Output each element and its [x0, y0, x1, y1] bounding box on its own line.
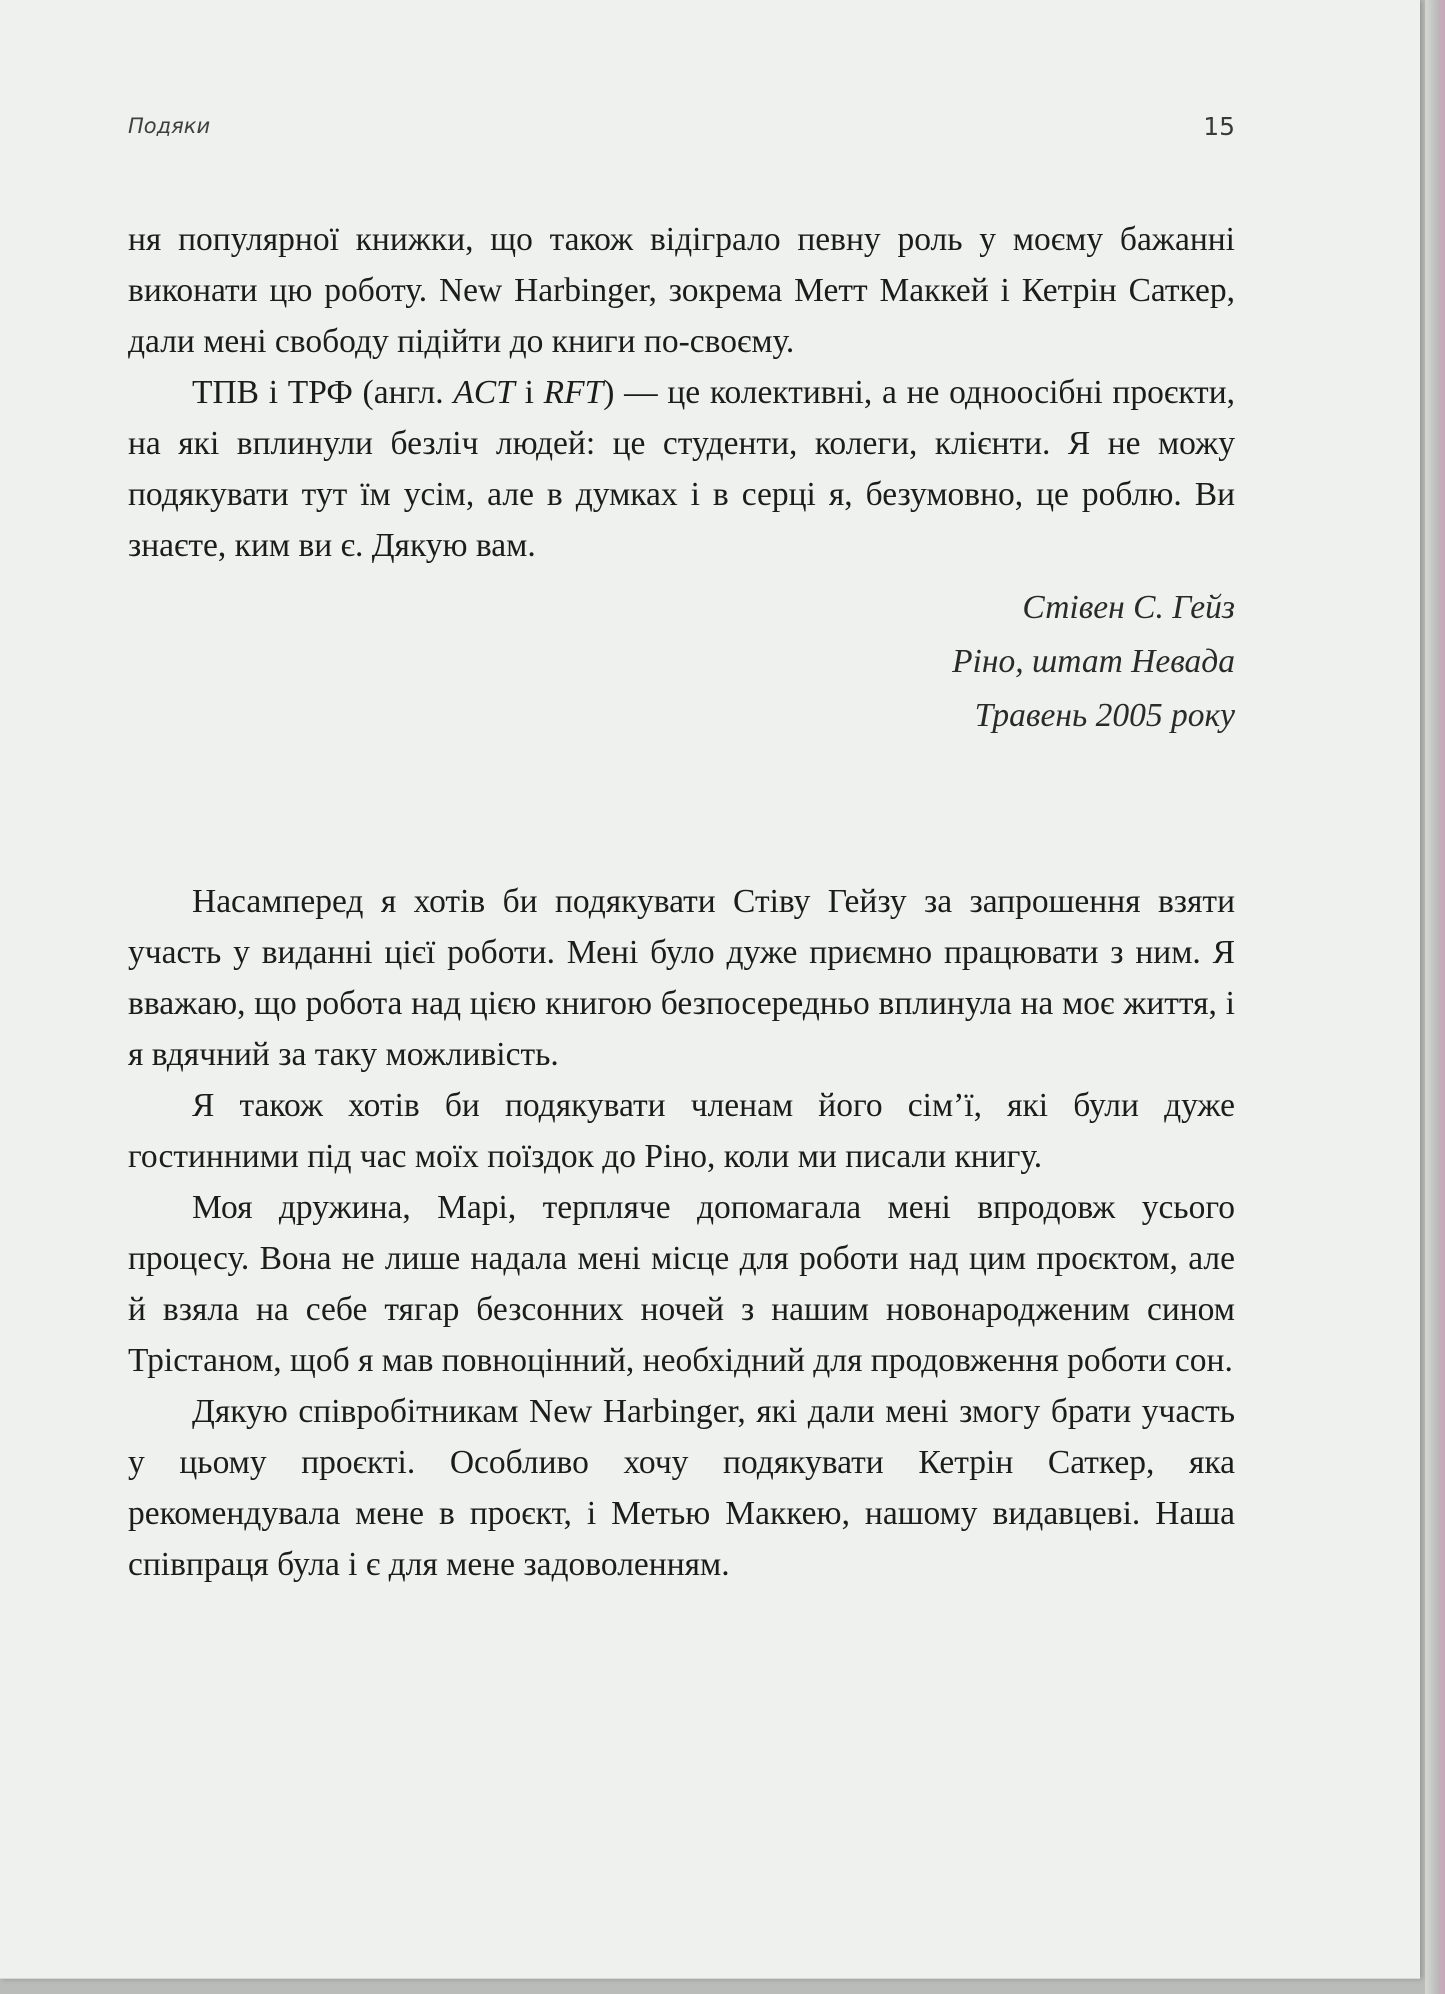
page-number: 15 — [1203, 112, 1235, 141]
paragraph-thanks-publisher: Дякую співробітникам New Harbinger, які дали мені змогу брати участь у цьому проєкті. Особливо хочу подякувати Кетрін Саткер, яка рекомендувала мене в проєкт, і Метью Маккею, нашому видавцеві. Наша співпраця була і є для мене задоволенням. — [128, 1393, 1235, 1583]
running-head: Подяки — [128, 114, 211, 138]
paragraph-continuation: ня популярної книжки, що також відіграло певну роль у моєму бажанні виконати цю роботу. New Harbinger, зокрема Метт Маккей і Кетрін Саткер, дали мені свободу підійти до книги по-своєму. — [128, 221, 1235, 360]
paragraph-thanks-steve: Насамперед я хотів би подякувати Стіву Гейзу за запрошення взяти участь у виданні цієї роботи. Мені було дуже приємно працювати з ним. Я вважаю, що робота над цією книгою безпосередньо вплинула на моє життя, і я вдячний за таку можливість. — [128, 883, 1235, 1073]
page-body — [128, 214, 1235, 1590]
emphasis-act: ACT — [453, 374, 515, 411]
page-edge-tint — [1439, 0, 1445, 1994]
text-run: і — [514, 374, 544, 411]
paragraph-thanks-family: Я також хотів би подякувати членам його сім’ї, які були дуже гостинними під час моїх поїздок до Ріно, коли ми писали книгу. — [128, 1087, 1235, 1175]
signature-name: Стівен С. Гейз — [1022, 589, 1235, 626]
paragraph-thanks-wife: Моя дружина, Марі, терпляче допомагала мені впродовж усього процесу. Вона не лише надала мені місце для роботи над цим проєктом, але й взяла на себе тягар безсонних ночей з нашим новонародженим сином Трістаном, щоб я мав повноцінний, необхідний для продовження роботи сон. — [128, 1189, 1235, 1379]
signature-place: Ріно, штат Невада — [952, 643, 1235, 680]
signature-block — [128, 581, 1235, 743]
text-run: ТПВ і ТРФ (англ. — [192, 374, 454, 411]
emphasis-rft: RFT — [543, 374, 604, 411]
section-gap — [128, 743, 1235, 876]
signature-date: Травень 2005 року — [974, 697, 1235, 734]
paragraph-act-rft — [128, 367, 1235, 571]
text-run: ) — це колективні, а не одноосібні проєкти, на які вплинули безліч людей: це студенти, колеги, клієнти. Я не можу подякувати тут їм усім, але в думках і в серці я, безумовно, це роблю. Ви знаєте, ким ви є. Дякую вам. — [128, 374, 1235, 564]
